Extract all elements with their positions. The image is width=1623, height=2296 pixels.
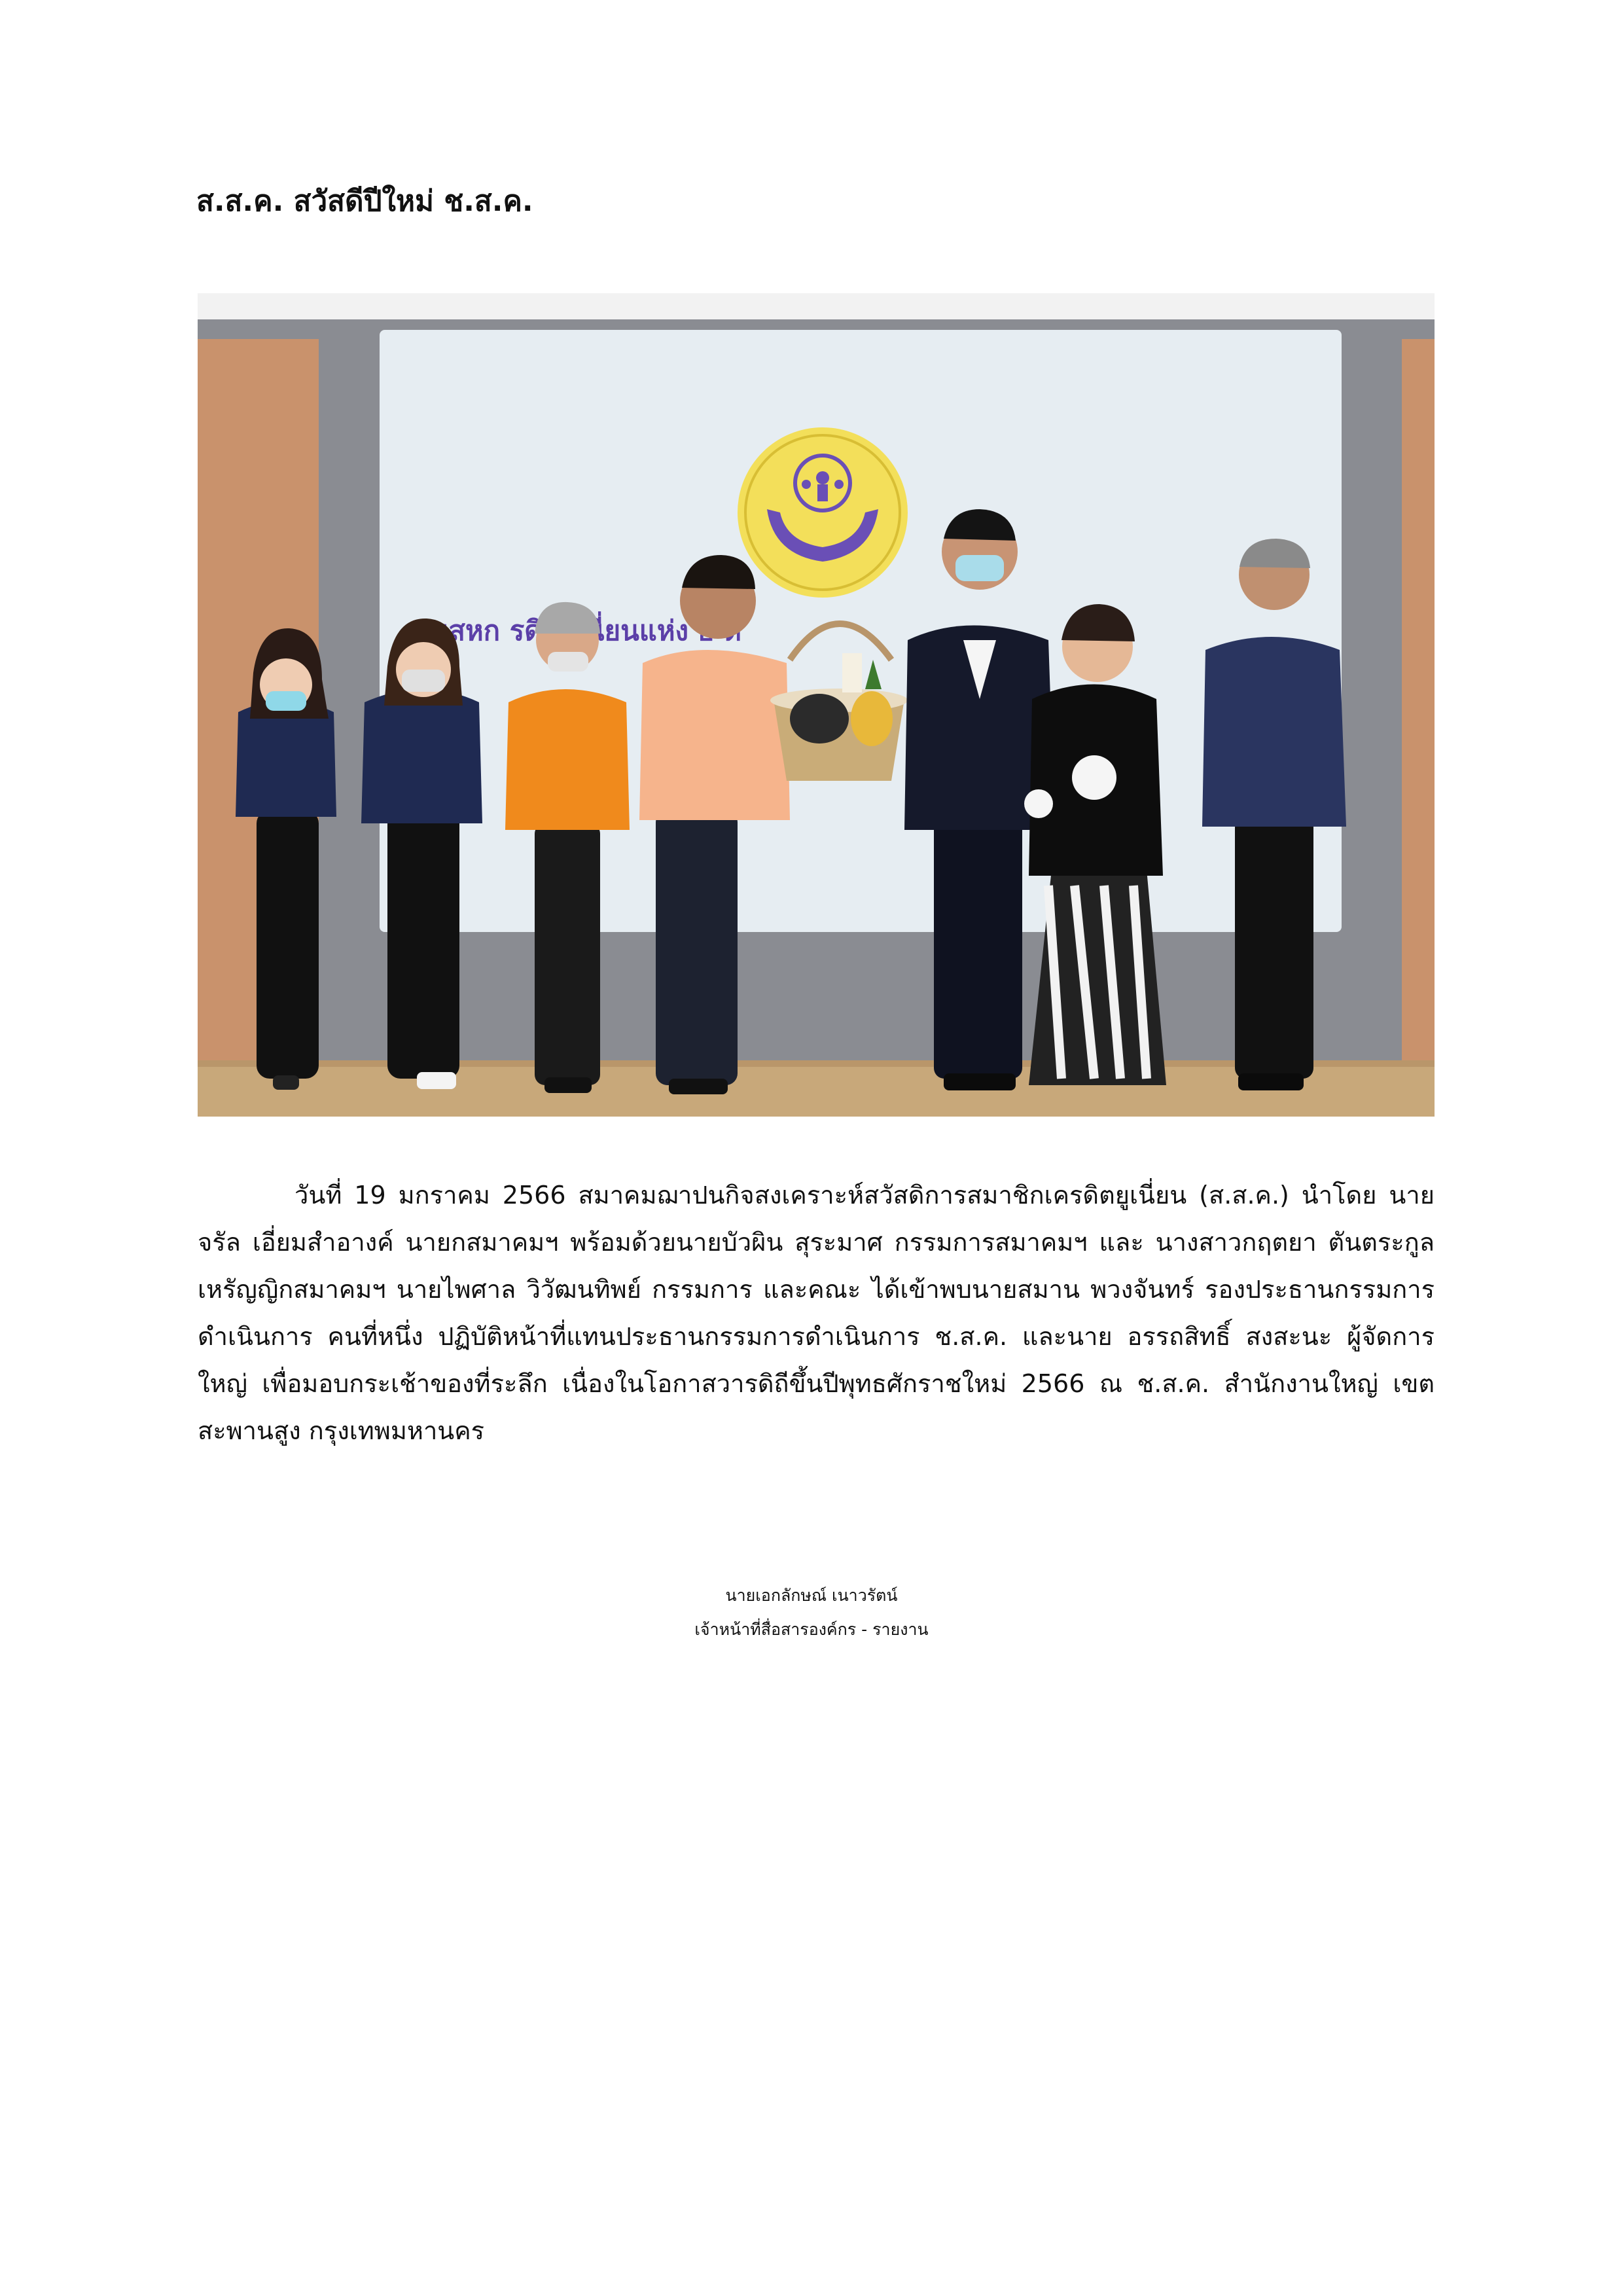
- article-body: วันที่ 19 มกราคม 2566 สมาคมฌาปนกิจสงเคราะห์สวัสดิการสมาชิกเครดิตยูเนี่ยน (ส.ส.ค.) นำโดย นายจรัล เอี่ยมสำอางค์ นายกสมาคมฯ พร้อมด้วยนายบัวผิน สุระมาศ กรรมการสมาคมฯ และ นางสาวกฤตยา ตันตระกูล เหรัญญิกสมาคมฯ นายไพศาล วิวัฒนทิพย์ กรรมการ และคณะ ได้เข้าพบนายสมาน พวงจันทร์ รองประธานกรรมการดำเนินการ คนที่หนึ่ง ปฏิบัติหน้าที่แทนประธานกรรมการดำเนินการ ช.ส.ค. และนาย อรรถสิทธิ์ สงสะนะ ผู้จัดการใหญ่ เพื่อมอบกระเช้าของที่ระลึก เนื่องในโอกาสวารดิถีขึ้นปีพุทธศักราชใหม่ 2566 ณ ช.ส.ค. สำนักงานใหญ่ เขตสะพานสูง กรุงเทพมหานคร: [198, 1181, 1435, 1445]
- reporter-role: เจ้าหน้าที่สื่อสารองค์กร - รายงาน: [694, 1620, 929, 1639]
- event-photo: [198, 293, 1435, 1117]
- ceiling-strip: [198, 293, 1435, 319]
- association-logo: [738, 427, 908, 598]
- wall-sign-text: สมสหก: [414, 615, 501, 647]
- document-title: ส.ส.ค. สวัสดีปีใหม่ ช.ส.ค.: [196, 185, 533, 218]
- wood-panel-right: [1402, 339, 1435, 1066]
- reporter-name: นายเอกลักษณ์ เนาวรัตน์: [725, 1586, 898, 1605]
